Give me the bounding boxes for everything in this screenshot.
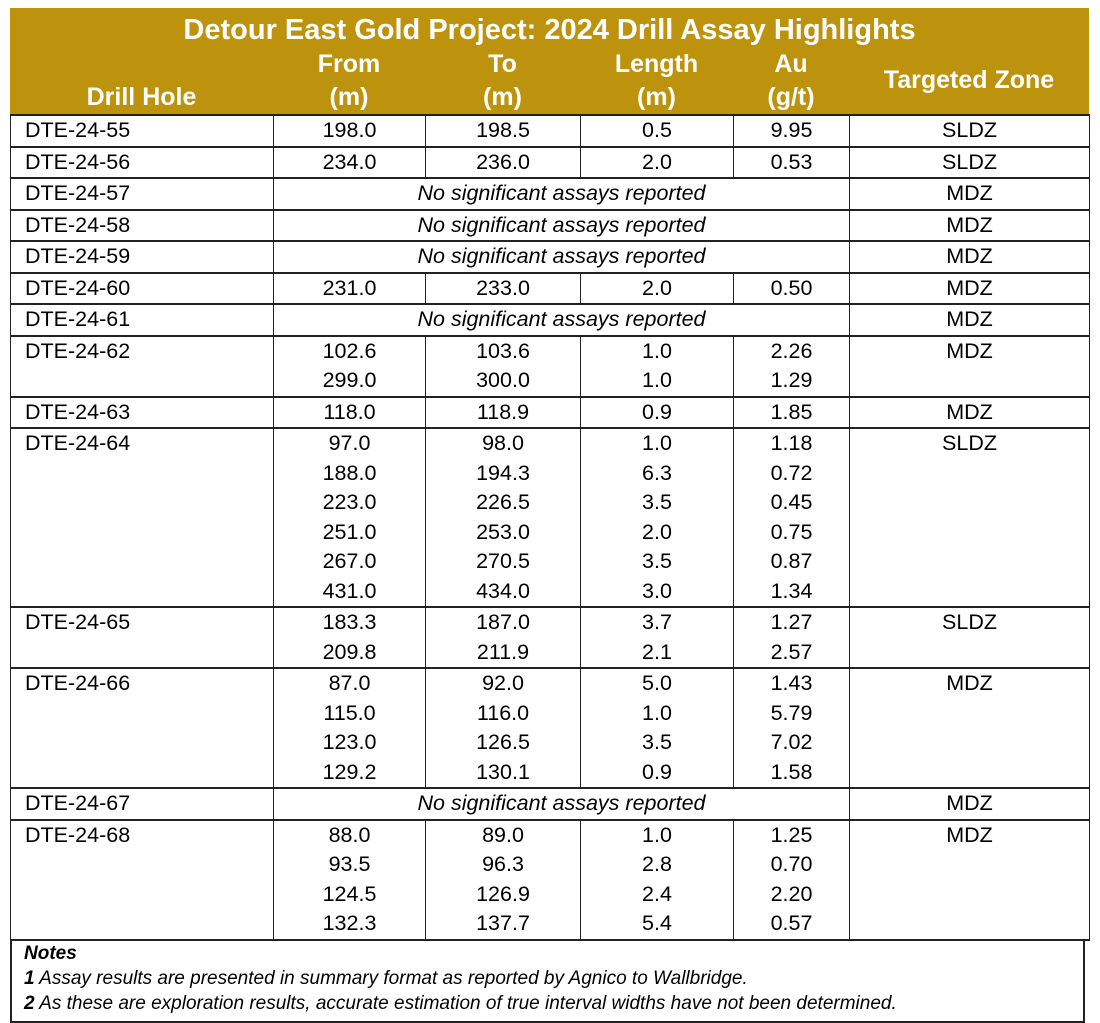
au-cell: 1.18 xyxy=(734,428,850,459)
table-row xyxy=(11,850,1090,880)
length-cell: 3.7 xyxy=(581,607,734,638)
notes-heading: Notes xyxy=(24,942,77,964)
no-assays-cell: No significant assays reported xyxy=(274,788,850,820)
table-row xyxy=(11,820,1090,851)
targeted-zone-cell xyxy=(850,459,1090,489)
table-header xyxy=(10,48,1089,114)
table-row xyxy=(11,577,1090,608)
drill-hole-cell: DTE-24-67 xyxy=(11,788,274,820)
au-cell: 1.25 xyxy=(734,820,850,851)
to-cell: 89.0 xyxy=(426,820,581,851)
to-cell: 103.6 xyxy=(426,336,581,367)
table-row xyxy=(11,880,1090,910)
table-row xyxy=(11,336,1090,367)
au-cell: 1.58 xyxy=(734,758,850,789)
from-cell: 198.0 xyxy=(274,115,426,147)
to-cell: 236.0 xyxy=(426,147,581,179)
drill-hole-cell: DTE-24-58 xyxy=(11,210,274,242)
no-assays-cell: No significant assays reported xyxy=(274,304,850,336)
header-au-unit: (g/t) xyxy=(767,83,815,111)
no-assays-cell: No significant assays reported xyxy=(274,210,850,242)
au-cell: 1.85 xyxy=(734,397,850,429)
table-row xyxy=(11,304,1090,336)
au-cell: 0.72 xyxy=(734,459,850,489)
table-row xyxy=(11,518,1090,548)
length-cell: 1.0 xyxy=(581,366,734,397)
table-row xyxy=(11,668,1090,699)
length-cell: 3.5 xyxy=(581,728,734,758)
from-cell: 183.3 xyxy=(274,607,426,638)
targeted-zone-cell: SLDZ xyxy=(850,607,1090,638)
to-cell: 137.7 xyxy=(426,909,581,940)
note-2-number: 2 xyxy=(24,992,35,1014)
from-cell: 223.0 xyxy=(274,488,426,518)
drill-hole-cell: DTE-24-57 xyxy=(11,178,274,210)
targeted-zone-cell: SLDZ xyxy=(850,147,1090,179)
to-cell: 130.1 xyxy=(426,758,581,789)
table-row xyxy=(11,147,1090,179)
drill-hole-cell: DTE-24-65 xyxy=(11,607,274,638)
length-cell: 1.0 xyxy=(581,336,734,367)
from-cell: 115.0 xyxy=(274,699,426,729)
header-targeted-zone: Targeted Zone xyxy=(883,66,1055,94)
length-cell: 1.0 xyxy=(581,699,734,729)
table-title: Detour East Gold Project: 2024 Drill Assay Highlights xyxy=(10,8,1089,48)
length-cell: 2.0 xyxy=(581,273,734,305)
targeted-zone-cell xyxy=(850,518,1090,548)
table-row xyxy=(11,178,1090,210)
length-cell: 2.1 xyxy=(581,638,734,669)
drill-hole-cell xyxy=(11,366,274,397)
note-1 xyxy=(24,966,1083,991)
from-cell: 251.0 xyxy=(274,518,426,548)
targeted-zone-cell xyxy=(850,728,1090,758)
table-row xyxy=(11,459,1090,489)
to-cell: 226.5 xyxy=(426,488,581,518)
drill-hole-cell xyxy=(11,909,274,940)
header-from-unit: (m) xyxy=(329,83,369,111)
note-2 xyxy=(24,991,1083,1016)
targeted-zone-cell: SLDZ xyxy=(850,428,1090,459)
from-cell: 231.0 xyxy=(274,273,426,305)
drill-hole-cell xyxy=(11,518,274,548)
header-au xyxy=(733,48,849,114)
table-row xyxy=(11,909,1090,940)
drill-hole-cell: DTE-24-55 xyxy=(11,115,274,147)
length-cell: 3.5 xyxy=(581,488,734,518)
notes-section xyxy=(10,941,1085,1023)
length-cell: 2.8 xyxy=(581,850,734,880)
drill-hole-cell xyxy=(11,547,274,577)
to-cell: 300.0 xyxy=(426,366,581,397)
table-row xyxy=(11,366,1090,397)
header-length xyxy=(580,48,733,114)
au-cell: 9.95 xyxy=(734,115,850,147)
to-cell: 98.0 xyxy=(426,428,581,459)
length-cell: 0.5 xyxy=(581,115,734,147)
targeted-zone-cell: MDZ xyxy=(850,304,1090,336)
from-cell: 97.0 xyxy=(274,428,426,459)
from-cell: 209.8 xyxy=(274,638,426,669)
length-cell: 2.0 xyxy=(581,518,734,548)
to-cell: 233.0 xyxy=(426,273,581,305)
to-cell: 434.0 xyxy=(426,577,581,608)
header-length-label: Length xyxy=(614,50,699,78)
au-cell: 1.34 xyxy=(734,577,850,608)
from-cell: 299.0 xyxy=(274,366,426,397)
table-row xyxy=(11,547,1090,577)
header-from-label: From xyxy=(317,50,381,78)
from-cell: 188.0 xyxy=(274,459,426,489)
from-cell: 267.0 xyxy=(274,547,426,577)
au-cell: 1.29 xyxy=(734,366,850,397)
length-cell: 2.4 xyxy=(581,880,734,910)
targeted-zone-cell: MDZ xyxy=(850,397,1090,429)
from-cell: 102.6 xyxy=(274,336,426,367)
header-from xyxy=(273,48,425,114)
table-row xyxy=(11,638,1090,669)
length-cell: 6.3 xyxy=(581,459,734,489)
from-cell: 234.0 xyxy=(274,147,426,179)
header-au-label: Au xyxy=(774,50,808,78)
drill-hole-cell: DTE-24-64 xyxy=(11,428,274,459)
targeted-zone-cell xyxy=(850,850,1090,880)
to-cell: 211.9 xyxy=(426,638,581,669)
to-cell: 126.9 xyxy=(426,880,581,910)
assay-table xyxy=(10,114,1090,941)
targeted-zone-cell xyxy=(850,699,1090,729)
targeted-zone-cell xyxy=(850,638,1090,669)
to-cell: 96.3 xyxy=(426,850,581,880)
to-cell: 194.3 xyxy=(426,459,581,489)
targeted-zone-cell: MDZ xyxy=(850,273,1090,305)
table-row xyxy=(11,758,1090,789)
table-row xyxy=(11,397,1090,429)
targeted-zone-cell: MDZ xyxy=(850,336,1090,367)
from-cell: 118.0 xyxy=(274,397,426,429)
from-cell: 93.5 xyxy=(274,850,426,880)
to-cell: 116.0 xyxy=(426,699,581,729)
targeted-zone-cell: SLDZ xyxy=(850,115,1090,147)
header-to-unit: (m) xyxy=(483,83,522,111)
to-cell: 118.9 xyxy=(426,397,581,429)
au-cell: 0.57 xyxy=(734,909,850,940)
au-cell: 0.50 xyxy=(734,273,850,305)
to-cell: 187.0 xyxy=(426,607,581,638)
targeted-zone-cell: MDZ xyxy=(850,668,1090,699)
length-cell: 3.0 xyxy=(581,577,734,608)
au-cell: 7.02 xyxy=(734,728,850,758)
targeted-zone-cell xyxy=(850,488,1090,518)
no-assays-cell: No significant assays reported xyxy=(274,178,850,210)
targeted-zone-cell xyxy=(850,909,1090,940)
au-cell: 2.57 xyxy=(734,638,850,669)
drill-hole-cell: DTE-24-56 xyxy=(11,147,274,179)
drill-hole-cell xyxy=(11,699,274,729)
from-cell: 129.2 xyxy=(274,758,426,789)
table-row xyxy=(11,241,1090,273)
header-to-label: To xyxy=(488,50,517,78)
targeted-zone-cell: MDZ xyxy=(850,178,1090,210)
drill-hole-cell xyxy=(11,728,274,758)
header-drill-hole: Drill Hole xyxy=(86,83,197,111)
drill-hole-cell xyxy=(11,488,274,518)
from-cell: 87.0 xyxy=(274,668,426,699)
from-cell: 88.0 xyxy=(274,820,426,851)
note-1-text: Assay results are presented in summary format as reported by Agnico to Wallbridge. xyxy=(39,967,748,989)
au-cell: 0.53 xyxy=(734,147,850,179)
targeted-zone-cell: MDZ xyxy=(850,210,1090,242)
drill-hole-cell: DTE-24-59 xyxy=(11,241,274,273)
length-cell: 2.0 xyxy=(581,147,734,179)
au-cell: 2.26 xyxy=(734,336,850,367)
au-cell: 0.75 xyxy=(734,518,850,548)
targeted-zone-cell xyxy=(850,758,1090,789)
targeted-zone-cell xyxy=(850,547,1090,577)
length-cell: 1.0 xyxy=(581,820,734,851)
au-cell: 2.20 xyxy=(734,880,850,910)
table-row xyxy=(11,210,1090,242)
header-to xyxy=(425,48,580,114)
length-cell: 3.5 xyxy=(581,547,734,577)
table-row xyxy=(11,428,1090,459)
table-row xyxy=(11,115,1090,147)
to-cell: 253.0 xyxy=(426,518,581,548)
table-row xyxy=(11,788,1090,820)
au-cell: 5.79 xyxy=(734,699,850,729)
from-cell: 123.0 xyxy=(274,728,426,758)
au-cell: 0.70 xyxy=(734,850,850,880)
drill-hole-cell: DTE-24-60 xyxy=(11,273,274,305)
targeted-zone-cell: MDZ xyxy=(850,820,1090,851)
length-cell: 5.0 xyxy=(581,668,734,699)
au-cell: 1.43 xyxy=(734,668,850,699)
targeted-zone-cell xyxy=(850,366,1090,397)
note-1-number: 1 xyxy=(24,967,35,989)
drill-hole-cell: DTE-24-62 xyxy=(11,336,274,367)
targeted-zone-cell xyxy=(850,880,1090,910)
table-row xyxy=(11,488,1090,518)
drill-hole-cell xyxy=(11,850,274,880)
drill-hole-cell xyxy=(11,880,274,910)
drill-hole-cell xyxy=(11,758,274,789)
table-row xyxy=(11,699,1090,729)
from-cell: 124.5 xyxy=(274,880,426,910)
to-cell: 198.5 xyxy=(426,115,581,147)
to-cell: 270.5 xyxy=(426,547,581,577)
length-cell: 1.0 xyxy=(581,428,734,459)
drill-hole-cell xyxy=(11,577,274,608)
from-cell: 132.3 xyxy=(274,909,426,940)
no-assays-cell: No significant assays reported xyxy=(274,241,850,273)
length-cell: 0.9 xyxy=(581,397,734,429)
length-cell: 5.4 xyxy=(581,909,734,940)
drill-hole-cell: DTE-24-68 xyxy=(11,820,274,851)
au-cell: 0.45 xyxy=(734,488,850,518)
drill-hole-cell xyxy=(11,638,274,669)
au-cell: 1.27 xyxy=(734,607,850,638)
drill-hole-cell: DTE-24-66 xyxy=(11,668,274,699)
header-length-unit: (m) xyxy=(637,83,676,111)
table-row xyxy=(11,273,1090,305)
table-row xyxy=(11,607,1090,638)
assay-table-document xyxy=(10,8,1089,1023)
drill-hole-cell: DTE-24-63 xyxy=(11,397,274,429)
targeted-zone-cell xyxy=(850,577,1090,608)
drill-hole-cell: DTE-24-61 xyxy=(11,304,274,336)
from-cell: 431.0 xyxy=(274,577,426,608)
length-cell: 0.9 xyxy=(581,758,734,789)
targeted-zone-cell: MDZ xyxy=(850,241,1090,273)
drill-hole-cell xyxy=(11,459,274,489)
au-cell: 0.87 xyxy=(734,547,850,577)
to-cell: 92.0 xyxy=(426,668,581,699)
table-row xyxy=(11,728,1090,758)
note-2-text: As these are exploration results, accurate estimation of true interval widths have not been determined. xyxy=(39,992,897,1014)
targeted-zone-cell: MDZ xyxy=(850,788,1090,820)
to-cell: 126.5 xyxy=(426,728,581,758)
